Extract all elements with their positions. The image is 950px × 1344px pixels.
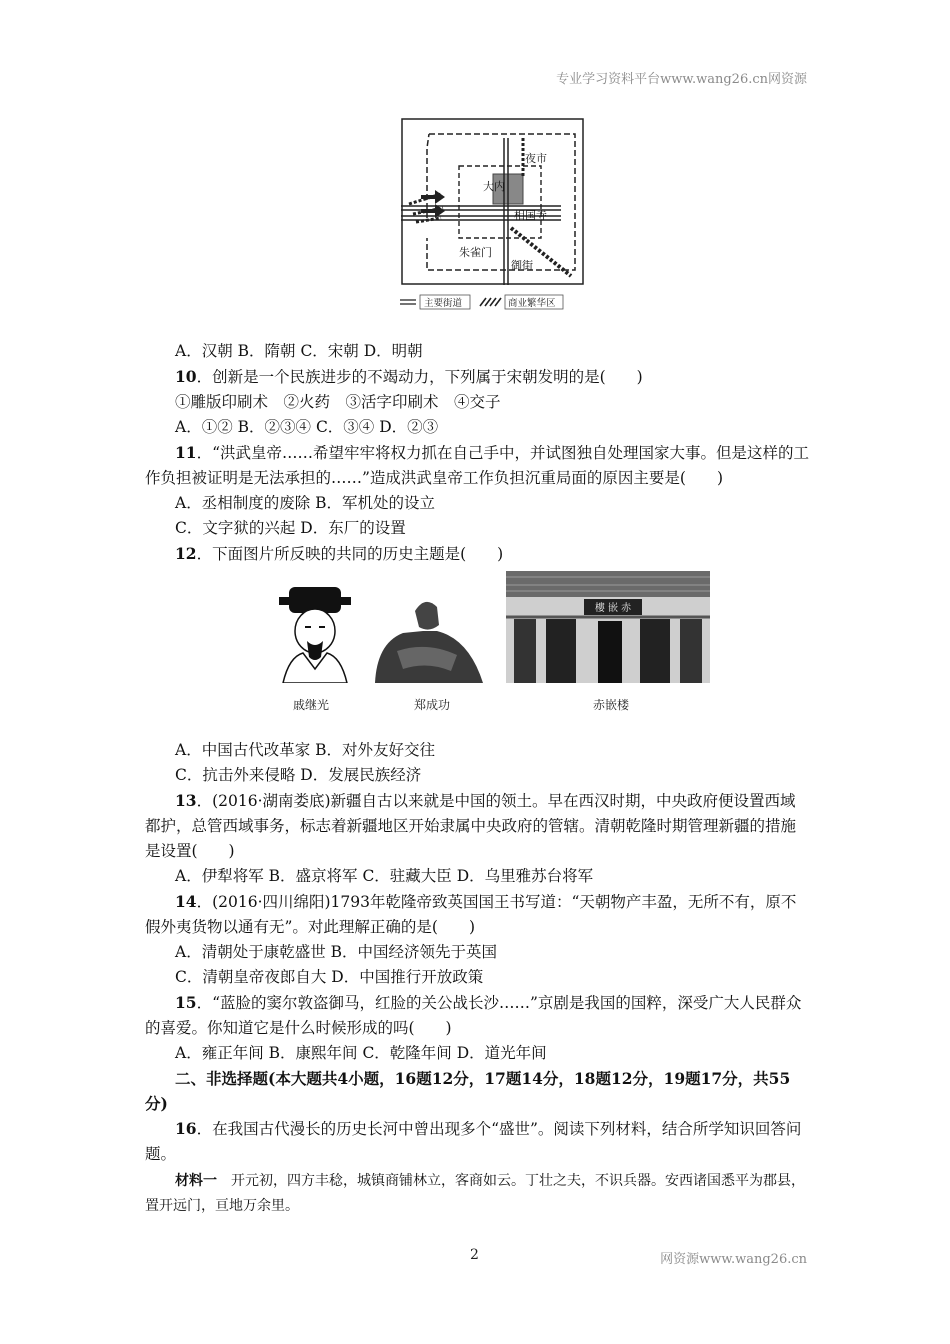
q11-stem <box>145 440 810 491</box>
map-label-street: 御街 <box>511 259 533 272</box>
q11-options-1: A．丞相制度的废除 B．军机处的设立 <box>175 494 436 512</box>
map-legend <box>398 293 588 311</box>
q13-text: 新疆自古以来就是中国的领土。早在西汉时期，中央政府便设置西域都护，总管西域事务，标志着新疆地区开始隶属中央政府的管辖。清朝乾隆时期管理新疆的措施是设置( ) <box>145 792 797 860</box>
map-label-gate: 朱雀门 <box>459 246 492 259</box>
q14-source: ．(2016·四川绵阳) <box>196 893 331 911</box>
q14-options-1: A．清朝处于康乾盛世 B．中国经济领先于英国 <box>175 943 498 961</box>
q11-options-2: C．文字狱的兴起 D．东厂的设置 <box>175 519 406 537</box>
q12-options-1: A．中国古代改革家 B．对外友好交往 <box>175 741 436 759</box>
q12-options-2: C．抗击外来侵略 D．发展民族经济 <box>175 766 422 784</box>
q11-number: 11 <box>175 443 197 462</box>
portrait-qi-jiguang <box>275 583 355 683</box>
q15-options: A．雍正年间 B．康熙年间 C．乾隆年间 D．道光年间 <box>175 1044 547 1062</box>
q11-text: ．“洪武皇帝……希望牢牢将权力抓在自己手中，并试图独自处理国家大事。但是这样的工作负担被证明是无法承担的……”造成洪武皇帝工作负担沉重局面的原因主要是( ) <box>145 444 810 487</box>
caption-qi-jiguang: 戚继光 <box>293 698 330 712</box>
page-number: 2 <box>470 1247 479 1263</box>
q15-number: 15 <box>175 993 197 1012</box>
legend-commercial: 商业繁华区 <box>508 298 556 309</box>
q16-number: 16 <box>175 1119 197 1138</box>
footer-watermark: 网资源www.wang26.cn <box>660 1252 807 1267</box>
header-watermark: 专业学习资料平台www.wang26.cn网资源 <box>556 72 807 87</box>
caption-chikan-tower: 赤嵌楼 <box>593 698 630 712</box>
q12-pictures <box>145 571 810 736</box>
map-label-night-market: 夜市 <box>525 152 547 165</box>
q15-text: ．“蓝脸的窦尔敦盗御马，红脸的关公战长沙……”京剧是我国的国粹，深受广大人民群众的喜爱。你知道它是什么时候形成的吗( ) <box>145 994 802 1037</box>
q12-stem <box>145 541 810 567</box>
material-1-label: 材料一 <box>175 1173 217 1189</box>
legend-main-street: 主要街道 <box>424 298 463 309</box>
section-2-heading: 二、非选择题(本大题共4小题，16题12分，17题14分，18题12分，19题17分，共55分) <box>145 1069 791 1113</box>
q10-text: ．创新是一个民族进步的不竭动力，下列属于宋朝发明的是( ) <box>196 368 643 386</box>
q10-options: A．①② B．②③④ C．③④ D．②③ <box>175 418 439 436</box>
q14-options-2: C．清朝皇帝夜郎自大 D．中国推行开放政策 <box>175 968 484 986</box>
q13-number: 13 <box>175 791 197 810</box>
q12-number: 12 <box>175 544 197 563</box>
map-label-temple: 相国寺 <box>514 209 547 222</box>
q10-items: ①雕版印刷术 ②火药 ③活字印刷术 ④交子 <box>175 393 501 411</box>
material-1-text: 开元初，四方丰稔，城镇商铺林立，客商如云。丁壮之夫，不识兵器。安西诸国悉平为郡县，置开远门，亘地万余里。 <box>145 1173 805 1214</box>
q15-stem <box>145 990 810 1041</box>
map-label-palace: 大内 <box>483 180 505 193</box>
q13-source: ．(2016·湖南娄底) <box>196 792 331 810</box>
photo-chikan-tower <box>506 571 710 683</box>
q14-stem <box>145 889 810 940</box>
q13-options: A．伊犁将军 B．盛京将军 C．驻藏大臣 D．乌里雅苏台将军 <box>175 867 594 885</box>
q10-number: 10 <box>175 367 197 386</box>
q16-stem <box>145 1116 810 1167</box>
q13-stem <box>145 788 810 864</box>
q16-text: ．在我国古代漫长的历史长河中曾出现多个“盛世”。阅读下列材料，结合所学知识回答问题。 <box>145 1120 802 1163</box>
q14-text: 1793年乾隆帝致英国国王书写道：“天朝物产丰盈，无所不有，原不假外夷货物以通有无”。对此理解正确的是( ) <box>145 893 797 936</box>
q12-text: ．下面图片所反映的共同的历史主题是( ) <box>196 545 504 563</box>
city-map-figure <box>401 118 584 285</box>
plaque-text: 樓 嵌 赤 <box>594 603 632 614</box>
q9-options: A．汉朝 B．隋朝 C．宋朝 D．明朝 <box>175 342 423 360</box>
caption-zheng-chenggong: 郑成功 <box>414 698 451 712</box>
material-1 <box>145 1169 810 1219</box>
statue-zheng-chenggong <box>367 591 489 683</box>
q10-stem <box>145 364 810 390</box>
q14-number: 14 <box>175 892 197 911</box>
question-body <box>145 339 810 1219</box>
